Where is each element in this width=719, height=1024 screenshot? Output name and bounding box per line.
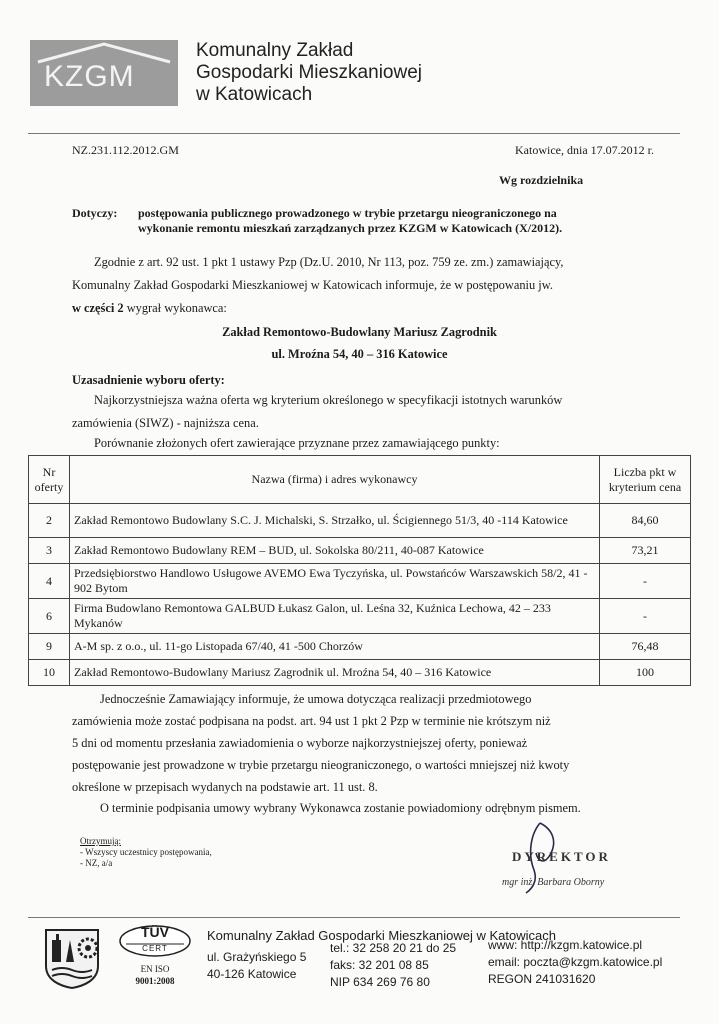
- katowice-coat-of-arms-icon: [40, 926, 104, 990]
- offers-table: [28, 455, 691, 686]
- comparison-intro: Porównanie złożonych ofert zawierające przyznane przez zamawiającego punkty:: [94, 436, 500, 450]
- table-row: [29, 538, 691, 564]
- row-name: Zakład Remontowo-Budowlany Mariusz Zagrodnik ul. Mroźna 54, 40 – 316 Katowice: [70, 660, 600, 686]
- footer-city: 40-126 Katowice: [207, 967, 297, 981]
- org-name: [196, 40, 422, 106]
- row-nr: 4: [29, 564, 70, 599]
- iso-line1: EN ISO: [140, 964, 170, 974]
- para1-part-bold: w części 2: [72, 301, 124, 315]
- reference-number: NZ.231.112.2012.GM: [72, 143, 179, 157]
- footer-regon: REGON 241031620: [488, 972, 596, 986]
- para2-line3: 5 dni od momentu przesłania zawiadomienia o wyborze najkorzystniejszej oferty, ponieważ: [72, 736, 528, 750]
- paragraph-1: [72, 252, 652, 318]
- org-name-line1: Komunalny Zakład: [196, 40, 354, 61]
- footer-fax: faks: 32 201 08 85: [330, 958, 429, 972]
- iso-line2: 9001:2008: [135, 976, 175, 986]
- footer-org-name: Komunalny Zakład Gospodarki Mieszkaniowej w Katowicach: [207, 928, 556, 943]
- para2-line2: zamówienia może zostać podpisana na podst. art. 94 ust 1 pkt 2 Pzp w terminie nie krótszym niż: [72, 714, 551, 728]
- header-points: Liczba pkt w kryterium cena: [600, 456, 691, 504]
- signature-name: mgr inż. Barbara Oborny: [502, 877, 605, 888]
- row-name: A-M sp. z o.o., ul. 11-go Listopada 67/40, 41 -500 Chorzów: [70, 634, 600, 660]
- recipients-line1: - Wszyscy uczestnicy postępowania,: [80, 847, 212, 857]
- para1-line3: [72, 298, 652, 318]
- footer-www[interactable]: www: http://kzgm.katowice.pl: [488, 938, 643, 952]
- para2-line5: określone w przepisach wydanych na podstawie art. 11 ust. 8.: [72, 780, 378, 794]
- row-nr: 9: [29, 634, 70, 660]
- recipients: [80, 836, 212, 869]
- org-name-line3: w Katowicach: [196, 84, 313, 105]
- para1-part-rest: wygrał wykonawca:: [123, 301, 227, 315]
- recipients-line2: - NZ, a/a: [80, 858, 113, 868]
- header-nr: Nr oferty: [29, 456, 70, 504]
- signature-title: DYREKTOR: [512, 849, 611, 864]
- row-name: Zakład Remontowo Budowlany S.C. J. Michalski, S. Strzałko, ul. Ścigiennego 51/3, 40 -114 Katowice: [70, 504, 600, 538]
- distribution-label: Wg rozdzielnika: [499, 173, 584, 187]
- para1-line1: Zgodnie z art. 92 ust. 1 pkt 1 ustawy Pzp (Dz.U. 2010, Nr 113, poz. 759 ze. zm.) zamawiający,: [94, 255, 564, 269]
- table-row: [29, 599, 691, 634]
- para2-line1: Jednocześnie Zamawiający informuje, że umowa dotycząca realizacji przedmiotowego: [100, 692, 532, 706]
- tuv-label: TÜV: [141, 924, 169, 940]
- paragraph-3: O terminie podpisania umowy wybrany Wykonawca zostanie powiadomiony odrębnym pismem.: [100, 801, 581, 815]
- row-nr: 3: [29, 538, 70, 564]
- subject-label: Dotyczy:: [72, 206, 118, 220]
- subject-text: [138, 206, 638, 236]
- winner-name: Zakład Remontowo-Budowlany Mariusz Zagrodnik: [222, 325, 497, 339]
- footer-divider: [28, 917, 680, 918]
- footer-street: ul. Grażyńskiego 5: [207, 950, 307, 964]
- row-nr: 2: [29, 504, 70, 538]
- justification-heading: Uzasadnienie wyboru oferty:: [72, 373, 225, 387]
- table-row: [29, 504, 691, 538]
- logo-text: KZGM: [44, 60, 135, 93]
- header-name: Nazwa (firma) i adres wykonawcy: [70, 456, 600, 504]
- tuv-cert-badge: [112, 922, 198, 994]
- row-name: Firma Budowlano Remontowa GALBUD Łukasz Galon, ul. Leśna 32, Kuźnica Lechowa, 42 – 233 Mykanów: [70, 599, 600, 634]
- row-points: -: [600, 599, 691, 634]
- para1-line2: Komunalny Zakład Gospodarki Mieszkaniowej w Katowicach informuje, że w postępowaniu jw.: [72, 278, 553, 292]
- row-points: 100: [600, 660, 691, 686]
- org-name-line2: Gospodarki Mieszkaniowej: [196, 62, 422, 83]
- table-header-row: [29, 456, 691, 504]
- footer-tel: tel.: 32 258 20 21 do 25: [330, 941, 457, 955]
- justification-line2: zamówienia (SIWZ) - najniższa cena.: [72, 416, 259, 430]
- header-divider: [28, 133, 680, 134]
- paragraph-2: [72, 688, 637, 798]
- date-line: Katowice, dnia 17.07.2012 r.: [515, 143, 654, 157]
- row-name: Zakład Remontowo Budowlany REM – BUD, ul. Sokolska 80/211, 40-087 Katowice: [70, 538, 600, 564]
- row-nr: 6: [29, 599, 70, 634]
- table-row: [29, 564, 691, 599]
- table-row: [29, 660, 691, 686]
- winner-address: ul. Mroźna 54, 40 – 316 Katowice: [271, 347, 448, 361]
- row-points: 73,21: [600, 538, 691, 564]
- row-points: -: [600, 564, 691, 599]
- subject-line2: wykonanie remontu mieszkań zarządzanych przez KZGM w Katowicach (X/2012).: [138, 221, 563, 235]
- footer-phones: [330, 940, 456, 991]
- row-points: 84,60: [600, 504, 691, 538]
- table-row: [29, 634, 691, 660]
- row-points: 76,48: [600, 634, 691, 660]
- cert-label: CERT: [142, 944, 168, 953]
- recipients-heading: Otrzymują:: [80, 836, 121, 846]
- footer-email[interactable]: email: poczta@kzgm.katowice.pl: [488, 955, 663, 969]
- footer-nip: NIP 634 269 76 80: [330, 975, 430, 989]
- footer-contact: [488, 937, 662, 988]
- justification-line1: Najkorzystniejsza ważna oferta wg kryterium określonego w specyfikacji istotnych warunków: [94, 393, 563, 407]
- para2-line4: postępowanie jest prowadzone w trybie przetargu nieograniczonego, o wartości mniejszej niż kwoty: [72, 758, 570, 772]
- subject-line1: postępowania publicznego prowadzonego w trybie przetargu nieograniczonego na: [138, 206, 557, 220]
- row-nr: 10: [29, 660, 70, 686]
- row-name: Przedsiębiorstwo Handlowo Usługowe AVEMO Ewa Tyczyńska, ul. Powstańców Warszawskich 58/2, 41 - 902 Bytom: [70, 564, 600, 599]
- footer-address: [207, 949, 306, 983]
